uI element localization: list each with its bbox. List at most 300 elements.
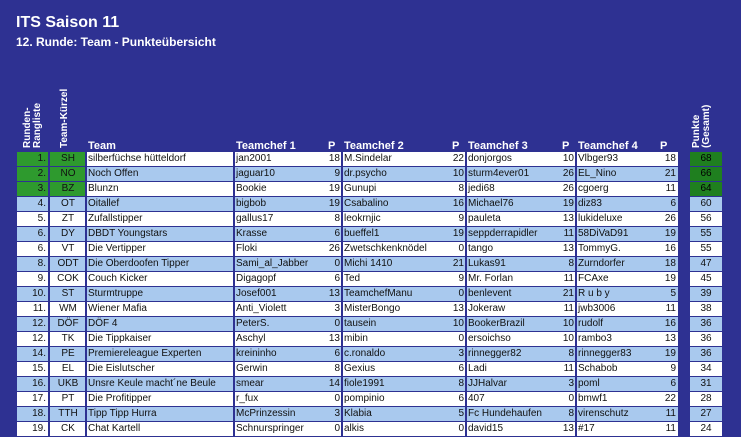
column-separator — [341, 152, 343, 166]
column-separator — [341, 197, 343, 211]
column-separator — [85, 377, 87, 391]
cell-p4: 9 — [658, 362, 678, 376]
column-separator — [85, 287, 87, 301]
cell-tc2: c.ronaldo — [342, 347, 450, 361]
cell-tc1: Schnurspringer — [234, 422, 326, 436]
column-separator — [85, 212, 87, 226]
header-total: Punkte (Gesamt) — [691, 104, 712, 148]
cell-short: DY — [50, 227, 86, 241]
column-separator — [341, 347, 343, 361]
header-p3: P — [562, 140, 570, 152]
cell-tc3: tango — [466, 242, 560, 256]
cell-p3: 21 — [560, 287, 576, 301]
column-separator — [575, 377, 577, 391]
cell-tc2: bueffel1 — [342, 227, 450, 241]
cell-tc3: Mr. Forlan — [466, 272, 560, 286]
column-separator — [85, 182, 87, 196]
column-separator — [575, 257, 577, 271]
cell-team: silberfüchse hütteldorf — [86, 152, 234, 166]
cell-p1: 6 — [326, 272, 342, 286]
column-separator — [233, 167, 235, 181]
cell-total: 68 — [690, 152, 722, 166]
cell-team: Blunzn — [86, 182, 234, 196]
column-separator — [575, 317, 577, 331]
cell-tc4: virenschutz — [576, 407, 658, 421]
cell-p2: 22 — [450, 152, 466, 166]
cell-p1: 13 — [326, 332, 342, 346]
header-teamchef2: Teamchef 2 — [344, 140, 404, 152]
cell-p1: 0 — [326, 317, 342, 331]
column-separator — [85, 242, 87, 256]
column-separator — [85, 227, 87, 241]
cell-short: CK — [50, 422, 86, 436]
cell-p3: 13 — [560, 212, 576, 226]
cell-p1: 9 — [326, 167, 342, 181]
cell-short: ZT — [50, 212, 86, 226]
column-separator — [85, 167, 87, 181]
cell-tc4: FCAxe — [576, 272, 658, 286]
header-teamchef1: Teamchef 1 — [236, 140, 296, 152]
column-separator — [341, 377, 343, 391]
cell-tc3: david15 — [466, 422, 560, 436]
cell-tc1: Krasse — [234, 227, 326, 241]
cell-p3: 8 — [560, 407, 576, 421]
column-separator — [575, 182, 577, 196]
cell-p3: 26 — [560, 182, 576, 196]
page-subtitle: 12. Runde: Team - Punkteübersicht — [16, 35, 216, 49]
cell-tc1: Bookie — [234, 182, 326, 196]
cell-p4: 6 — [658, 197, 678, 211]
cell-total: 36 — [690, 332, 722, 346]
cell-tc2: leokrnjic — [342, 212, 450, 226]
cell-tc3: Lukas91 — [466, 257, 560, 271]
column-separator — [85, 332, 87, 346]
column-separator — [233, 212, 235, 226]
cell-team: Die Vertipper — [86, 242, 234, 256]
cell-tc1: Floki — [234, 242, 326, 256]
column-separator — [465, 407, 467, 421]
cell-tc4: cgoerg — [576, 182, 658, 196]
cell-total: 60 — [690, 197, 722, 211]
cell-tc3: seppderrapidler — [466, 227, 560, 241]
cell-rank: 8. — [17, 257, 48, 271]
cell-tc3: jedi68 — [466, 182, 560, 196]
header-p2: P — [452, 140, 460, 152]
column-separator — [575, 152, 577, 166]
column-separator — [233, 197, 235, 211]
cell-rank: 6. — [17, 242, 48, 256]
cell-total: 55 — [690, 227, 722, 241]
cell-tc4: Zurndorfer — [576, 257, 658, 271]
cell-total: 36 — [690, 347, 722, 361]
cell-tc1: kreininho — [234, 347, 326, 361]
header-short: Team-Kürzel — [59, 88, 70, 148]
cell-tc1: Josef001 — [234, 287, 326, 301]
column-separator — [233, 407, 235, 421]
column-separator — [465, 362, 467, 376]
cell-tc3: Jokeraw — [466, 302, 560, 316]
column-separator — [233, 317, 235, 331]
header-team: Team — [88, 140, 116, 152]
column-separator — [465, 182, 467, 196]
cell-total: 38 — [690, 302, 722, 316]
cell-tc4: Vlbger93 — [576, 152, 658, 166]
cell-rank: 12. — [17, 332, 48, 346]
cell-tc4: diz83 — [576, 197, 658, 211]
cell-tc1: bigbob — [234, 197, 326, 211]
cell-rank: 14. — [17, 347, 48, 361]
cell-p3: 8 — [560, 257, 576, 271]
column-separator — [575, 272, 577, 286]
column-separator — [465, 212, 467, 226]
cell-p4: 11 — [658, 182, 678, 196]
cell-team: Noch Offen — [86, 167, 234, 181]
cell-tc1: Digagopf — [234, 272, 326, 286]
column-separator — [575, 302, 577, 316]
column-separator — [85, 197, 87, 211]
cell-p1: 8 — [326, 362, 342, 376]
cell-p2: 6 — [450, 362, 466, 376]
column-separator — [575, 227, 577, 241]
cell-tc2: pompinio — [342, 392, 450, 406]
column-separator — [233, 227, 235, 241]
column-separator — [233, 182, 235, 196]
cell-short: PT — [50, 392, 86, 406]
column-separator — [233, 257, 235, 271]
cell-team: Die Oberdoofen Tipper — [86, 257, 234, 271]
cell-rank: 19. — [17, 422, 48, 436]
column-separator — [341, 227, 343, 241]
column-separator — [341, 362, 343, 376]
cell-p3: 19 — [560, 197, 576, 211]
column-separator — [465, 332, 467, 346]
column-separator — [233, 362, 235, 376]
cell-tc2: alkis — [342, 422, 450, 436]
page-title: ITS Saison 11 — [16, 14, 120, 31]
cell-tc1: r_fux — [234, 392, 326, 406]
cell-p2: 13 — [450, 302, 466, 316]
cell-p1: 19 — [326, 197, 342, 211]
header-rank: Runden- Rangliste — [22, 102, 43, 148]
cell-rank: 18. — [17, 407, 48, 421]
column-separator — [85, 407, 87, 421]
cell-rank: 15. — [17, 362, 48, 376]
cell-tc4: rambo3 — [576, 332, 658, 346]
cell-total: 36 — [690, 317, 722, 331]
cell-rank: 1. — [17, 152, 48, 166]
cell-total: 27 — [690, 407, 722, 421]
column-separator — [465, 197, 467, 211]
cell-p4: 16 — [658, 317, 678, 331]
column-separator — [233, 332, 235, 346]
cell-tc2: fiole1991 — [342, 377, 450, 391]
cell-p2: 5 — [450, 407, 466, 421]
cell-tc1: Aschyl — [234, 332, 326, 346]
cell-p1: 8 — [326, 212, 342, 226]
cell-p3: 0 — [560, 392, 576, 406]
header-p4: P — [660, 140, 668, 152]
column-separator — [575, 242, 577, 256]
cell-tc2: Gexius — [342, 362, 450, 376]
cell-p4: 11 — [658, 302, 678, 316]
cell-rank: 6. — [17, 227, 48, 241]
cell-p1: 6 — [326, 227, 342, 241]
cell-total: 56 — [690, 212, 722, 226]
cell-tc1: Anti_Violett — [234, 302, 326, 316]
cell-tc2: Ted — [342, 272, 450, 286]
column-separator — [341, 182, 343, 196]
cell-p2: 8 — [450, 377, 466, 391]
cell-rank: 5. — [17, 212, 48, 226]
column-separator — [341, 332, 343, 346]
column-separator — [341, 302, 343, 316]
cell-p3: 26 — [560, 167, 576, 181]
column-separator — [233, 287, 235, 301]
cell-p2: 10 — [450, 167, 466, 181]
cell-team: DÖF 4 — [86, 317, 234, 331]
column-separator — [85, 302, 87, 316]
cell-p3: 13 — [560, 242, 576, 256]
cell-p4: 22 — [658, 392, 678, 406]
cell-tc2: MisterBongo — [342, 302, 450, 316]
cell-p1: 13 — [326, 287, 342, 301]
column-separator — [465, 317, 467, 331]
cell-tc4: TommyG. — [576, 242, 658, 256]
cell-team: Die Profitipper — [86, 392, 234, 406]
cell-p1: 3 — [326, 407, 342, 421]
column-separator — [341, 407, 343, 421]
cell-tc1: jan2001 — [234, 152, 326, 166]
column-separator — [85, 392, 87, 406]
cell-p4: 18 — [658, 152, 678, 166]
cell-p1: 0 — [326, 422, 342, 436]
column-separator — [575, 167, 577, 181]
cell-rank: 10. — [17, 287, 48, 301]
cell-short: ST — [50, 287, 86, 301]
header-teamchef4: Teamchef 4 — [578, 140, 638, 152]
cell-p2: 3 — [450, 347, 466, 361]
cell-short: EL — [50, 362, 86, 376]
cell-p1: 26 — [326, 242, 342, 256]
cell-short: UKB — [50, 377, 86, 391]
cell-p2: 0 — [450, 287, 466, 301]
column-separator — [465, 287, 467, 301]
cell-p2: 0 — [450, 242, 466, 256]
column-separator — [233, 272, 235, 286]
cell-p4: 5 — [658, 287, 678, 301]
cell-rank: 11. — [17, 302, 48, 316]
cell-tc3: rinnegger82 — [466, 347, 560, 361]
cell-p3: 11 — [560, 362, 576, 376]
cell-p2: 9 — [450, 212, 466, 226]
column-separator — [465, 347, 467, 361]
column-separator — [341, 212, 343, 226]
column-separator — [575, 212, 577, 226]
cell-team: Unsre Keule macht´ne Beule — [86, 377, 234, 391]
cell-tc3: Michael76 — [466, 197, 560, 211]
cell-rank: 4. — [17, 197, 48, 211]
cell-p4: 19 — [658, 272, 678, 286]
cell-tc1: PeterS. — [234, 317, 326, 331]
cell-p3: 10 — [560, 317, 576, 331]
column-separator — [233, 347, 235, 361]
cell-tc2: Gunupi — [342, 182, 450, 196]
cell-tc1: Gerwin — [234, 362, 326, 376]
cell-tc4: EL_Nino — [576, 167, 658, 181]
cell-total: 47 — [690, 257, 722, 271]
cell-tc2: Zwetschkenknödel — [342, 242, 450, 256]
column-separator — [233, 377, 235, 391]
cell-tc3: sturm4ever01 — [466, 167, 560, 181]
cell-tc4: poml — [576, 377, 658, 391]
cell-tc3: donjorgos — [466, 152, 560, 166]
cell-tc2: TeamchefManu — [342, 287, 450, 301]
cell-tc2: Klabia — [342, 407, 450, 421]
cell-total: 55 — [690, 242, 722, 256]
cell-p4: 21 — [658, 167, 678, 181]
cell-p4: 18 — [658, 257, 678, 271]
cell-p1: 0 — [326, 257, 342, 271]
cell-total: 39 — [690, 287, 722, 301]
column-separator — [465, 227, 467, 241]
cell-short: VT — [50, 242, 86, 256]
cell-tc2: Csabalino — [342, 197, 450, 211]
cell-tc1: Sami_al_Jabber — [234, 257, 326, 271]
column-separator — [85, 152, 87, 166]
cell-p2: 16 — [450, 197, 466, 211]
cell-short: OT — [50, 197, 86, 211]
cell-team: Chat Kartell — [86, 422, 234, 436]
cell-total: 28 — [690, 392, 722, 406]
header-teamchef3: Teamchef 3 — [468, 140, 528, 152]
cell-team: Die Eislutscher — [86, 362, 234, 376]
cell-p3: 11 — [560, 302, 576, 316]
column-separator — [85, 272, 87, 286]
cell-rank: 3. — [17, 182, 48, 196]
cell-p2: 21 — [450, 257, 466, 271]
cell-rank: 16. — [17, 377, 48, 391]
column-separator — [341, 272, 343, 286]
cell-tc4: lukideluxe — [576, 212, 658, 226]
cell-short: ODT — [50, 257, 86, 271]
cell-tc3: 407 — [466, 392, 560, 406]
column-separator — [341, 257, 343, 271]
cell-tc2: Michi 1410 — [342, 257, 450, 271]
column-separator — [575, 392, 577, 406]
cell-tc4: jwb3006 — [576, 302, 658, 316]
cell-team: Tipp Tipp Hurra — [86, 407, 234, 421]
cell-team: Oitallef — [86, 197, 234, 211]
cell-p4: 19 — [658, 227, 678, 241]
cell-short: COK — [50, 272, 86, 286]
cell-tc2: dr.psycho — [342, 167, 450, 181]
cell-short: PE — [50, 347, 86, 361]
cell-tc3: pauleta — [466, 212, 560, 226]
cell-tc3: BookerBrazil — [466, 317, 560, 331]
cell-tc4: rinnegger83 — [576, 347, 658, 361]
column-separator — [85, 257, 87, 271]
column-separator — [575, 347, 577, 361]
cell-p1: 14 — [326, 377, 342, 391]
cell-p3: 11 — [560, 227, 576, 241]
column-separator — [341, 392, 343, 406]
cell-rank: 9. — [17, 272, 48, 286]
column-separator — [465, 242, 467, 256]
cell-p3: 13 — [560, 422, 576, 436]
cell-p1: 3 — [326, 302, 342, 316]
column-separator — [465, 377, 467, 391]
cell-short: TK — [50, 332, 86, 346]
column-separator — [85, 317, 87, 331]
cell-p4: 11 — [658, 422, 678, 436]
cell-team: Couch Kicker — [86, 272, 234, 286]
cell-tc1: gallus17 — [234, 212, 326, 226]
cell-total: 24 — [690, 422, 722, 436]
cell-p2: 6 — [450, 392, 466, 406]
cell-total: 34 — [690, 362, 722, 376]
cell-short: NO — [50, 167, 86, 181]
column-separator — [465, 257, 467, 271]
column-separator — [575, 332, 577, 346]
cell-tc2: mibin — [342, 332, 450, 346]
column-separator — [85, 362, 87, 376]
cell-total: 31 — [690, 377, 722, 391]
column-separator — [575, 362, 577, 376]
cell-tc4: 58DiVaD91 — [576, 227, 658, 241]
column-separator — [233, 152, 235, 166]
cell-p3: 10 — [560, 152, 576, 166]
cell-p4: 19 — [658, 347, 678, 361]
cell-p1: 6 — [326, 347, 342, 361]
cell-team: DBDT Youngstars — [86, 227, 234, 241]
cell-short: WM — [50, 302, 86, 316]
column-separator — [465, 302, 467, 316]
cell-team: Sturmtruppe — [86, 287, 234, 301]
cell-team: Zufallstipper — [86, 212, 234, 226]
cell-p3: 3 — [560, 377, 576, 391]
column-separator — [341, 167, 343, 181]
column-separator — [465, 272, 467, 286]
cell-short: SH — [50, 152, 86, 166]
cell-tc4: Schabob — [576, 362, 658, 376]
cell-tc3: JJHalvar — [466, 377, 560, 391]
cell-p1: 0 — [326, 392, 342, 406]
cell-tc2: tausein — [342, 317, 450, 331]
cell-p4: 11 — [658, 407, 678, 421]
column-separator — [233, 302, 235, 316]
column-separator — [233, 242, 235, 256]
cell-tc4: bmwf1 — [576, 392, 658, 406]
cell-p3: 8 — [560, 347, 576, 361]
cell-p4: 13 — [658, 332, 678, 346]
column-separator — [575, 197, 577, 211]
column-separator — [85, 347, 87, 361]
cell-team: Premiereleague Experten — [86, 347, 234, 361]
cell-tc2: M.Sindelar — [342, 152, 450, 166]
cell-tc3: benlevent — [466, 287, 560, 301]
cell-p2: 0 — [450, 332, 466, 346]
cell-p2: 10 — [450, 317, 466, 331]
column-separator — [341, 287, 343, 301]
cell-tc3: ersoichso — [466, 332, 560, 346]
cell-p3: 10 — [560, 332, 576, 346]
cell-tc4: #17 — [576, 422, 658, 436]
cell-p4: 16 — [658, 242, 678, 256]
column-separator — [465, 392, 467, 406]
header-p1: P — [328, 140, 336, 152]
cell-p2: 0 — [450, 422, 466, 436]
cell-short: TTH — [50, 407, 86, 421]
